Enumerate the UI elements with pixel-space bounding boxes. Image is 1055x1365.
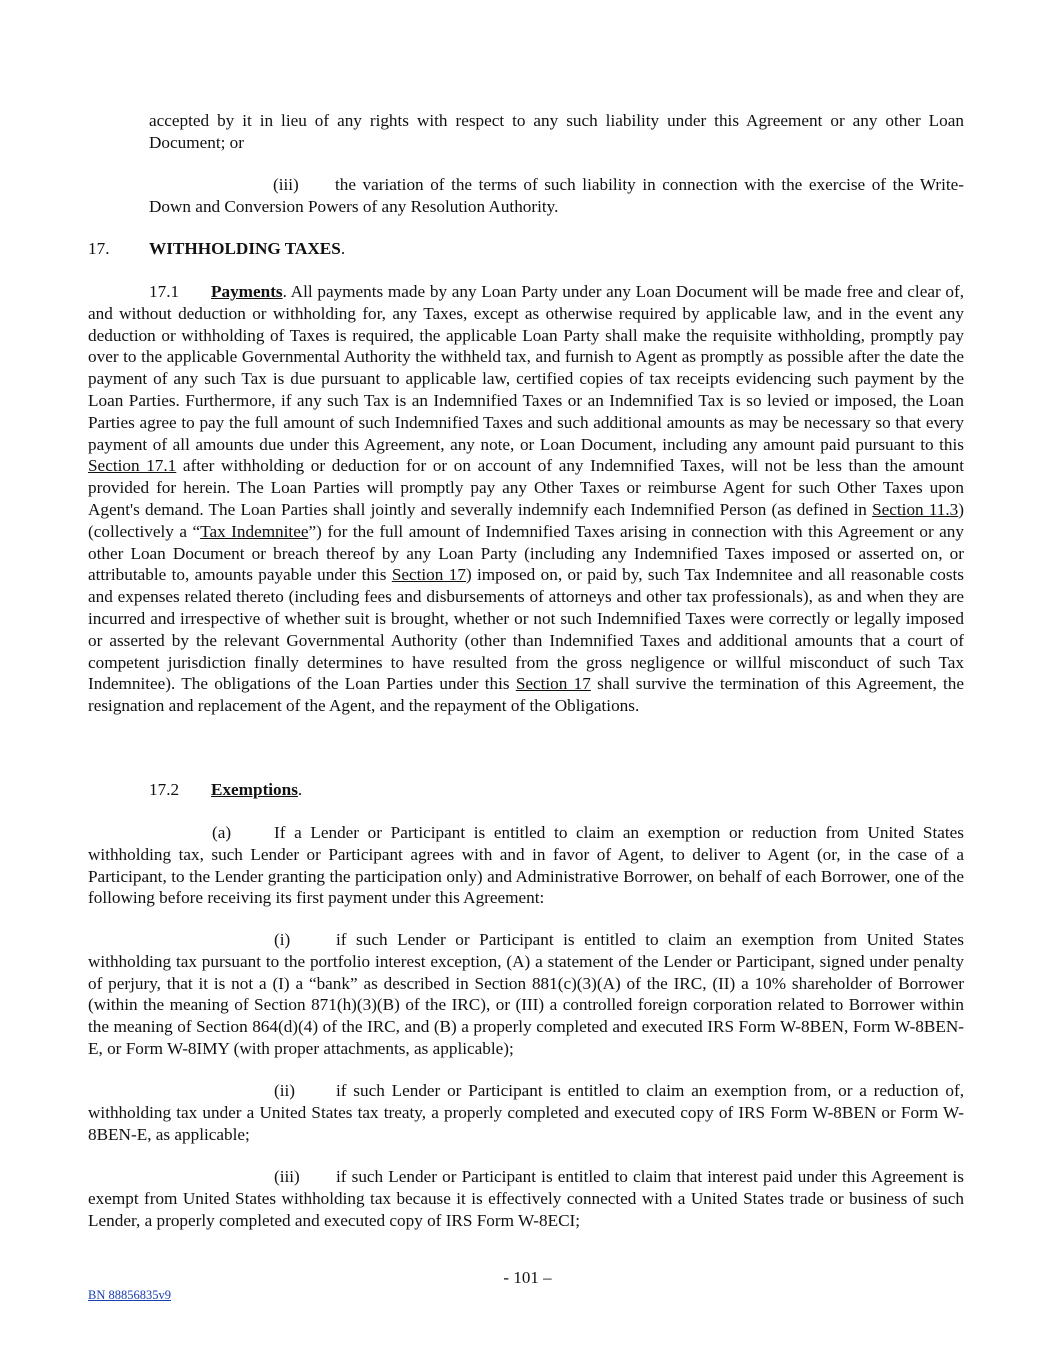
section-17-1-text-4: ”) for the full amount of Indemnified Taxes arising in connection with this Agreement or any other Loan Document or breach thereof by any Loan Party (including any Indemnified Taxes imposed or asserted on, or attributable to, amounts payable under this <box>88 521 964 585</box>
section-17-1-text-6: shall survive the termination of this Agreement, the resignation and replacement of the Agent, and the repayment of the Obligations. <box>88 674 964 716</box>
clause-iii-2-paragraph <box>88 1166 964 1231</box>
section-17-title: WITHHOLDING TAXES <box>149 239 341 258</box>
clause-i-text: if such Lender or Participant is entitled to claim an exemption from United States withholding tax pursuant to the portfolio interest exception, (A) a statement of the Lender or Participant, signed under penalty of perjury, that it is not a (I) a “bank” as described in Section 881(c)(3)(A) of the IRC, (II) a 10% shareholder of Borrower (within the meaning of Section 871(h)(3)(B) of the IRC), or (III) a controlled foreign corporation related to Borrower within the meaning of Section 864(d)(4) of the IRC, and (B) a properly completed and executed IRS Form W-8BEN, Form W-8BEN-E, or Form W-8IMY (with proper attachments, as applicable); <box>88 930 964 1058</box>
clause-ii-text: if such Lender or Participant is entitled to claim an exemption from, or a reduction of, withholding tax under a United States tax treaty, a properly completed and executed copy of IRS Form W-8BEN or Form W-8BEN-E, as applicable; <box>88 1081 964 1144</box>
clause-i-paragraph <box>88 929 964 1060</box>
section-17-heading <box>88 238 345 260</box>
clause-a-text: If a Lender or Participant is entitled to claim an exemption or reduction from United States withholding tax, such Lender or Participant agrees with and in favor of Agent, to deliver to Agent (or, in the case of a Participant, to the Lender granting the participation only) and Administrative Borrower, on behalf of each Borrower, one of the following before receiving its first payment under this Agreement: <box>88 823 964 908</box>
page-number: - 101 – <box>503 1268 552 1287</box>
section-17-number: 17. <box>88 239 110 258</box>
section-17-period: . <box>340 239 346 258</box>
section-17-1-text-5: ) imposed on, or paid by, such Tax Indemnitee and all reasonable costs and expenses related thereto (including fees and disbursements of attorneys and other tax professionals), as and when they are incurred and irrespective of whether suit is brought, whether or not such Indemnified Taxes were correctly or legally imposed or asserted by the relevant Governmental Authority (other than Indemnified Taxes and additional amounts that a court of competent jurisdiction finally determines to have resulted from the gross negligence or willful misconduct of such Tax Indemnitee). The obligations of the Loan Parties under this <box>88 565 964 694</box>
clause-iii-2-text: if such Lender or Participant is entitled to claim that interest paid under this Agreement is exempt from United States withholding tax because it is effectively connected with a United States trade or business of such Lender, a properly completed and executed copy of IRS Form W-8ECI; <box>88 1167 964 1230</box>
continuation-text: accepted by it in lieu of any rights with respect to any such liability under this Agreement or any other Loan Document; or <box>149 111 964 152</box>
clause-iii-number: (iii) <box>273 175 299 194</box>
clause-i-number: (i) <box>274 930 291 949</box>
clause-iii-2-number: (iii) <box>274 1167 300 1186</box>
clause-a-paragraph <box>88 822 964 909</box>
section-17-2-heading <box>88 779 964 801</box>
section-17-2-title: Exemptions <box>211 780 298 799</box>
section-17-1-title: Payments <box>211 282 283 301</box>
section-17-1-number: 17.1 <box>149 282 180 301</box>
section-17-1-reference: Section 17.1 <box>88 456 177 476</box>
section-17-reference-1: Section 17 <box>391 565 466 585</box>
section-11-3-reference: Section 11.3 <box>872 499 959 519</box>
tax-indemnitee-term: Tax Indemnitee <box>200 521 309 541</box>
continuation-paragraph <box>149 110 964 154</box>
clause-iii-text: the variation of the terms of such liability in connection with the exercise of the Write-Down and Conversion Powers of any Resolution Authority. <box>149 175 964 216</box>
clause-a-number: (a) <box>212 823 232 842</box>
section-17-1-text-1: . All payments made by any Loan Party under any Loan Document will be made free and clear of, and without deduction or withholding for, any Taxes, except as otherwise required by applicable law, and in the event any deduction or withholding of Taxes is required, the applicable Loan Party shall make the requisite withholding, promptly pay over to the applicable Governmental Authority the withheld tax, and furnish to Agent as promptly as possible after the date the payment of any such Tax is due pursuant to applicable law, certified copies of tax receipts evidencing such payment by the Loan Parties. Furthermore, if any such Tax is an Indemnified Taxes or an Indemnified Tax is so levied or imposed, the Loan Parties agree to pay the full amount of such Indemnified Taxes and such additional amounts as may be necessary so that every payment of all amounts due under this Agreement, any note, or Loan Document, including any amount paid pursuant to this <box>88 282 964 454</box>
section-17-2-number: 17.2 <box>149 780 180 799</box>
document-id-link[interactable]: BN 88856835v9 <box>88 1288 171 1302</box>
clause-ii-number: (ii) <box>274 1081 295 1100</box>
clause-iii-paragraph <box>149 174 964 218</box>
section-17-reference-2: Section 17 <box>515 674 591 694</box>
clause-ii-paragraph <box>88 1080 964 1145</box>
section-17-2-period: . <box>297 780 303 799</box>
section-17-1-text-2: after withholding or deduction for or on account of any Indemnified Taxes, will not be less than the amount provided for herein. The Loan Parties will promptly pay any Other Taxes or reimburse Agent for such Other Taxes upon Agent's demand. The Loan Parties shall jointly and severally indemnify each Indemnified Person (as defined in <box>88 456 964 519</box>
section-17-1-text-3: ) (collectively a “ <box>88 499 964 541</box>
section-17-1-paragraph <box>88 281 964 717</box>
